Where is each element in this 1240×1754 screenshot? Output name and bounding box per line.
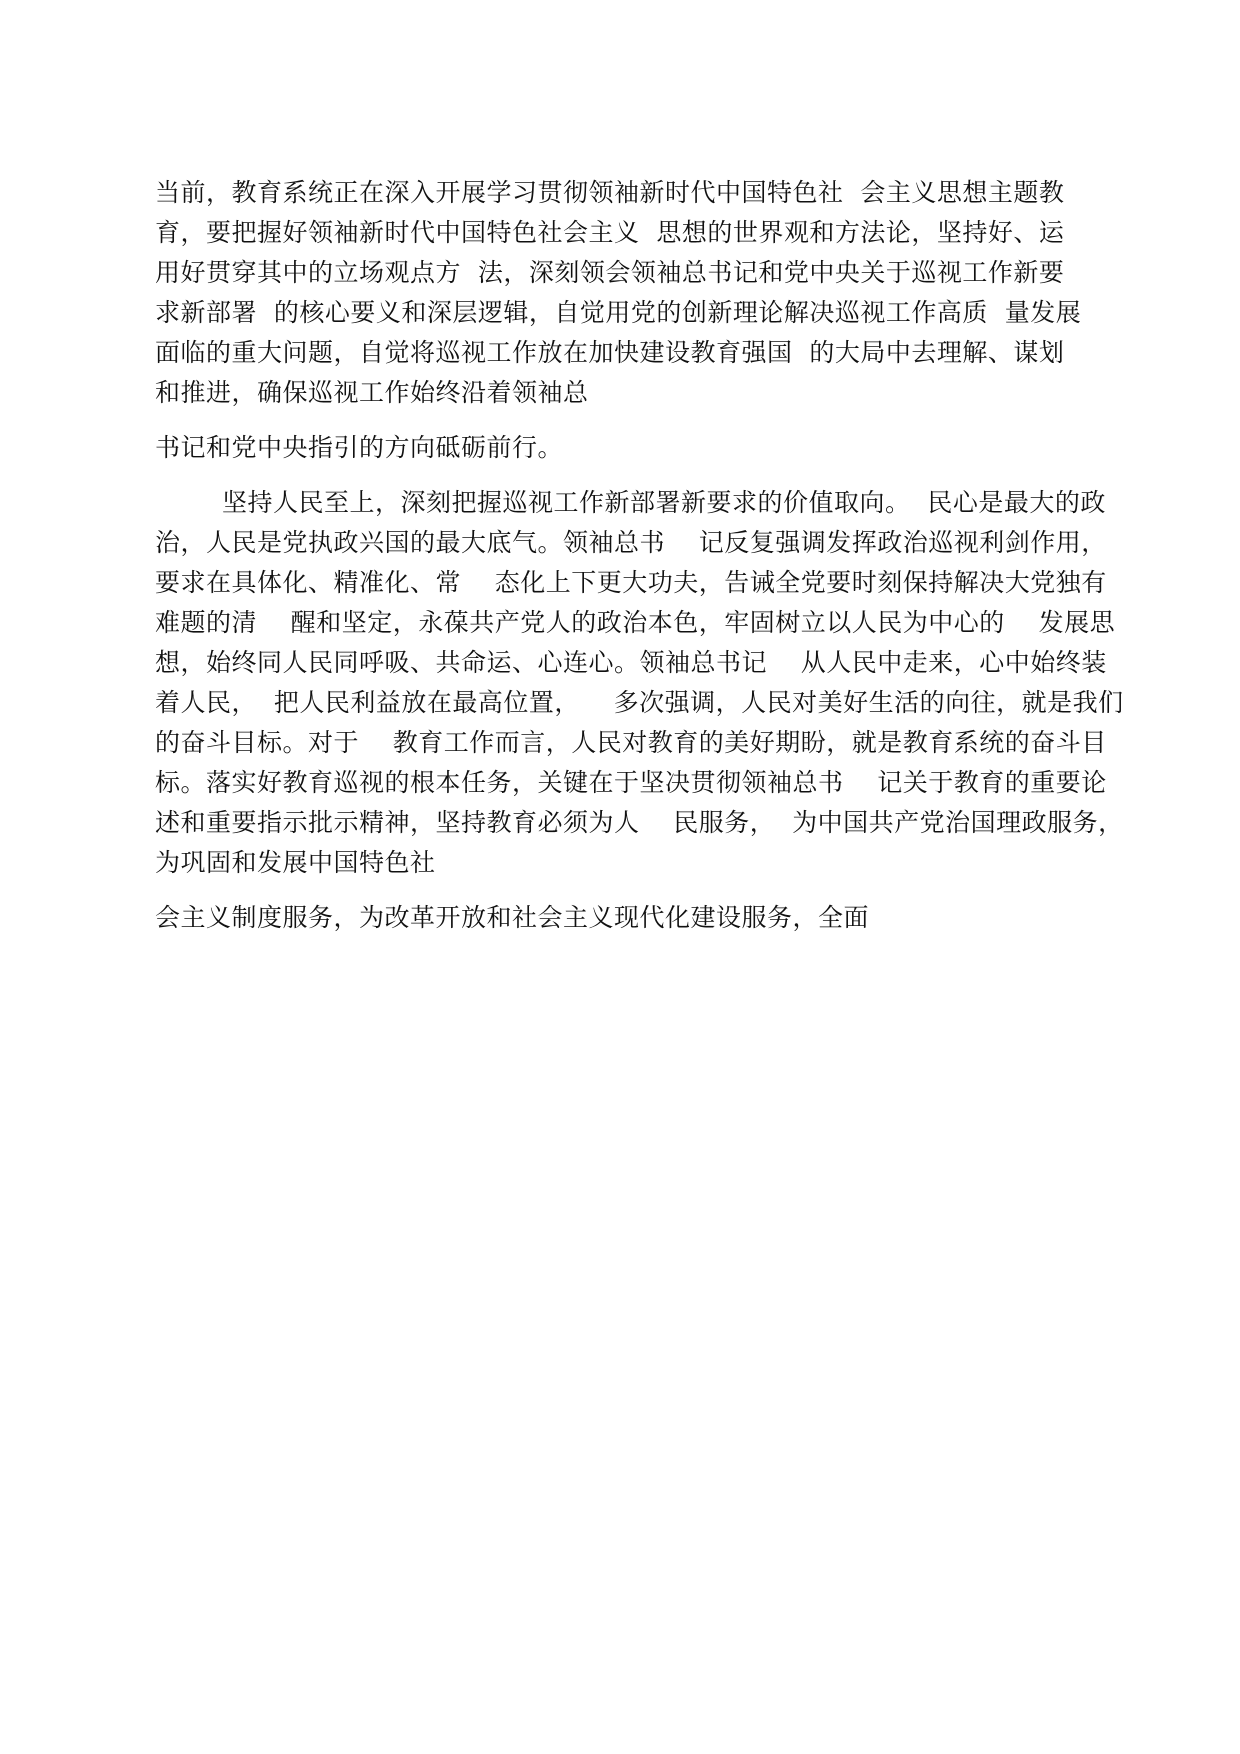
paragraph-line: 和推进，确保巡视工作始终沿着领袖总 — [155, 378, 589, 407]
paragraph-line: 求新部署 的核心要义和深层逻辑，自觉用党的创新理论解决巡视工作高质 量发展 — [155, 298, 1082, 327]
paragraph-line: 想，始终同人民同呼吸、共命运、心连心。领袖总书记 从人民中走来，心中始终装 — [155, 648, 1107, 677]
paragraph-line: 育，要把握好领袖新时代中国特色社会主义 思想的世界观和方法论，坚持好、运 — [155, 218, 1065, 247]
paragraph-line: 用好贯穿其中的立场观点方 法，深刻领会领袖总书记和党中央关于巡视工作新要 — [155, 258, 1065, 287]
paragraph-line: 难题的清 醒和坚定，永葆共产党人的政治本色，牢固树立以人民为中心的 发展思 — [155, 608, 1116, 637]
paragraph-line: 面临的重大问题，自觉将巡视工作放在加快建设教育强国 的大局中去理解、谋划 — [155, 338, 1065, 367]
paragraph-line: 会主义制度服务，为改革开放和社会主义现代化建设服务，全面 — [155, 903, 870, 932]
paragraph-line: 要求在具体化、精准化、常 态化上下更大功夫，告诫全党要时刻保持解决大党独有 — [155, 568, 1107, 597]
paragraph-line: 坚持人民至上，深刻把握巡视工作新部署新要求的价值取向。 民心是最大的政 — [222, 488, 1106, 517]
paragraph-line: 的奋斗目标。对于 教育工作而言，人民对教育的美好期盼，就是教育系统的奋斗目 — [155, 728, 1107, 757]
paragraph-line: 述和重要指示批示精神，坚持教育必须为人 民服务， 为中国共产党治国理政服务， — [155, 808, 1124, 837]
paragraph-line: 标。落实好教育巡视的根本任务，关键在于坚决贯彻领袖总书 记关于教育的重要论 — [155, 768, 1107, 797]
paragraph-line: 为巩固和发展中国特色社 — [155, 848, 436, 877]
paragraph-line: 书记和党中央指引的方向砥砺前行。 — [155, 433, 564, 462]
paragraph-line: 治，人民是党执政兴国的最大底气。领袖总书 记反复强调发挥政治巡视利剑作用， — [155, 528, 1107, 557]
paragraph-line: 当前，教育系统正在深入开展学习贯彻领袖新时代中国特色社 会主义思想主题教 — [155, 178, 1065, 207]
paragraph-line: 着人民， 把人民利益放在最高位置， 多次强调，人民对美好生活的向往，就是我们 — [155, 688, 1124, 717]
